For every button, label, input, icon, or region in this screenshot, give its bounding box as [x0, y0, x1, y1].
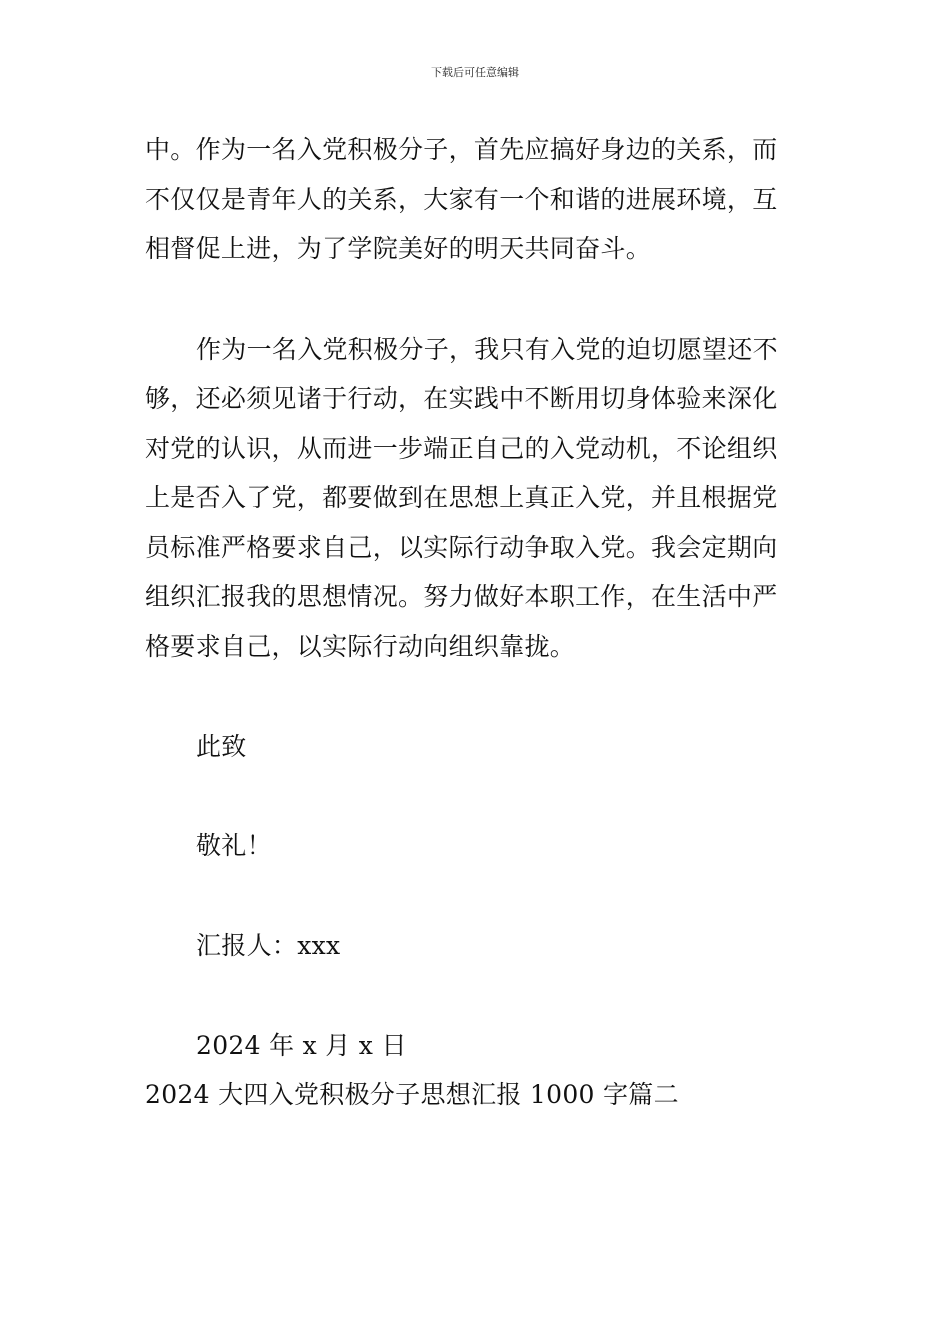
page-header-note: 下载后可任意编辑	[431, 66, 519, 79]
paragraph1-line-3: 相督促上进，为了学院美好的明天共同奋斗。	[145, 234, 652, 263]
closing-respect: 敬礼！	[196, 831, 272, 860]
paragraph2-line-5: 员标准严格要求自己，以实际行动争取入党。我会定期向	[145, 533, 778, 562]
paragraph1-line-2: 不仅仅是青年人的关系，大家有一个和谐的进展环境，互	[145, 185, 778, 214]
closing-salutation: 此致	[196, 732, 247, 761]
closing-reporter: 汇报人：xxx	[196, 931, 341, 960]
paragraph2-line-4: 上是否入了党，都要做到在思想上真正入党，并且根据党	[145, 483, 778, 512]
closing-date: 2024 年 x 月 x 日	[196, 1031, 407, 1060]
paragraph2-line-7: 格要求自己，以实际行动向组织靠拢。	[145, 632, 576, 661]
next-section-title: 2024 大四入党积极分子思想汇报 1000 字篇二	[145, 1080, 679, 1109]
paragraph2-line-6: 组织汇报我的思想情况。努力做好本职工作，在生活中严	[145, 582, 778, 611]
paragraph1-line-1: 中。作为一名入党积极分子，首先应搞好身边的关系，而	[145, 135, 778, 164]
paragraph2-line-2: 够，还必须见诸于行动，在实践中不断用切身体验来深化	[145, 384, 778, 413]
paragraph2-line-1: 作为一名入党积极分子，我只有入党的迫切愿望还不	[196, 335, 778, 364]
paragraph2-line-3: 对党的认识，从而进一步端正自己的入党动机，不论组织	[145, 434, 778, 463]
